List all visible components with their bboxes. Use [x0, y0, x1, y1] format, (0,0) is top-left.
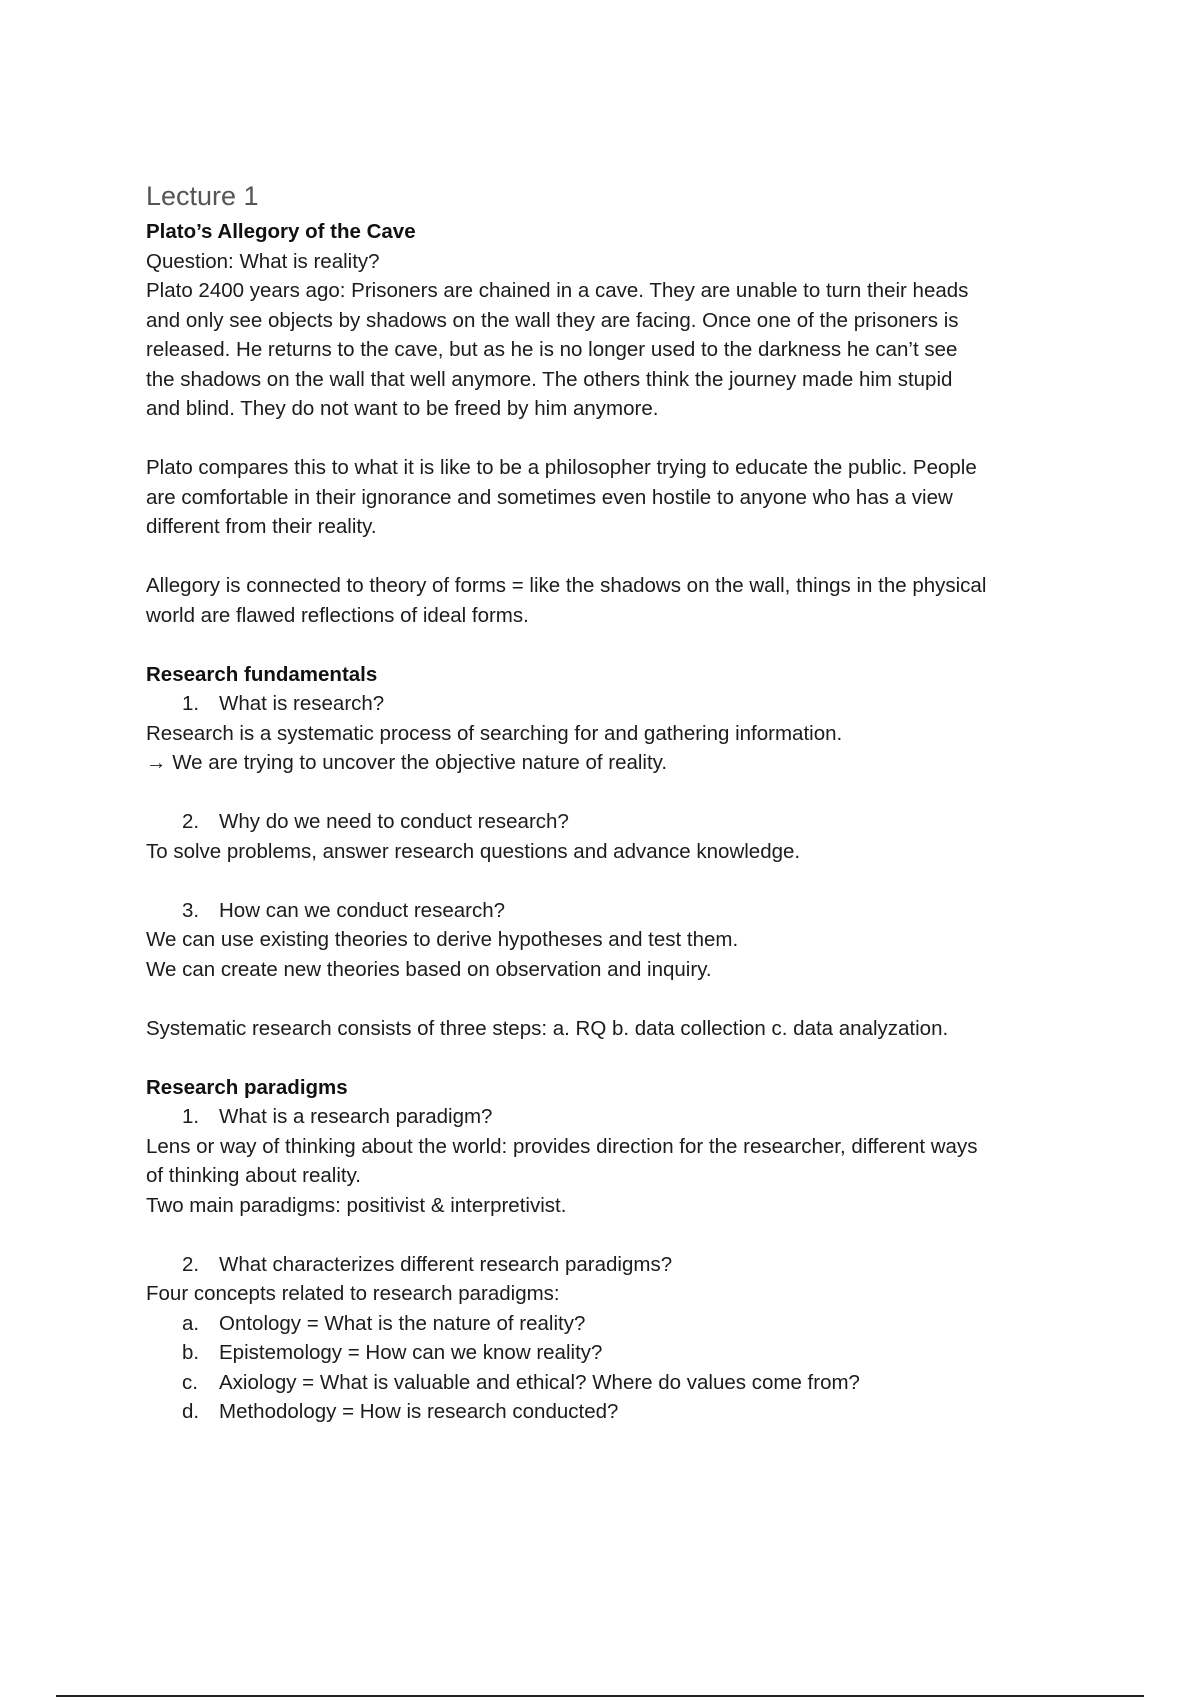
allegory-paragraph-3-line: Allegory is connected to theory of forms = like the shadows on the wall, things in the physical [146, 574, 987, 597]
fundamentals-question-3: How can we conduct research? [219, 898, 506, 922]
fundamentals-heading: Research fundamentals [146, 662, 378, 686]
list-marker: b. [182, 1341, 200, 1364]
list-item [146, 1250, 1066, 1280]
allegory-paragraph-1-line: and only see objects by shadows on the wall they are facing. Once one of the prisoners is [146, 308, 959, 332]
paradigms-question-2: What characterizes different research paradigms? [219, 1252, 673, 1276]
allegory-heading: Plato’s Allegory of the Cave [146, 220, 416, 243]
fundamentals-answer-2: To solve problems, answer research questions and advance knowledge. [146, 839, 801, 863]
list-marker: 1. [182, 1105, 200, 1128]
paradigms-heading: Research paradigms [146, 1075, 348, 1099]
paradigms-answer-1-line: Lens or way of thinking about the world: provides direction for the researcher, different ways [146, 1134, 978, 1158]
concept-item [146, 1397, 1066, 1427]
concept-epistemology: Epistemology = How can we know reality? [219, 1341, 603, 1364]
paradigms-answer-1-extra: Two main paradigms: positivist & interpretivist. [146, 1193, 567, 1217]
paradigms-question-1: What is a research paradigm? [219, 1105, 493, 1128]
spacer [146, 984, 1066, 1014]
list-marker: 1. [182, 692, 200, 715]
concept-methodology: Methodology = How is research conducted? [219, 1400, 619, 1423]
paradigms-answer-2-intro: Four concepts related to research paradigms: [146, 1282, 560, 1305]
spacer [146, 630, 1066, 660]
list-marker: 2. [182, 810, 200, 833]
list-marker: 2. [182, 1252, 200, 1276]
allegory-paragraph-3-line: world are flawed reflections of ideal forms. [146, 603, 529, 627]
fundamentals-question-2: Why do we need to conduct research? [219, 810, 569, 833]
concept-axiology: Axiology = What is valuable and ethical? Where do values come from? [219, 1370, 860, 1394]
document-page [146, 178, 1066, 1427]
allegory-paragraph-1-line: released. He returns to the cave, but as he is no longer used to the darkness he can’t see [146, 338, 958, 361]
fundamentals-answer-3: We can use existing theories to derive hypotheses and test them. [146, 928, 739, 951]
spacer [146, 1220, 1066, 1250]
list-marker: d. [182, 1400, 200, 1423]
spacer [146, 778, 1066, 808]
concept-item [146, 1368, 1066, 1398]
list-marker: 3. [182, 898, 200, 922]
concept-item [146, 1338, 1066, 1368]
allegory-paragraph-2-line: different from their reality. [146, 515, 377, 538]
list-item [146, 689, 1066, 719]
fundamentals-answer-3: We can create new theories based on observation and inquiry. [146, 957, 712, 981]
allegory-paragraph-2-line: Plato compares this to what it is like to be a philosopher trying to educate the public. People [146, 456, 977, 479]
fundamentals-answer-1: Research is a systematic process of searching for and gathering information. [146, 721, 843, 745]
concept-item [146, 1309, 1066, 1339]
spacer [146, 424, 1066, 454]
fundamentals-question-1: What is research? [219, 692, 385, 715]
allegory-paragraph-1-line: the shadows on the wall that well anymore. The others think the journey made him stupid [146, 367, 953, 391]
allegory-paragraph-1-line: Plato 2400 years ago: Prisoners are chained in a cave. They are unable to turn their heads [146, 279, 969, 302]
spacer [146, 1043, 1066, 1073]
allegory-paragraph-1-line: and blind. They do not want to be freed by him anymore. [146, 397, 659, 420]
concept-ontology: Ontology = What is the nature of reality? [219, 1311, 586, 1335]
spacer [146, 866, 1066, 896]
allegory-question: Question: What is reality? [146, 249, 380, 273]
fundamentals-summary: Systematic research consists of three steps: a. RQ b. data collection c. data analyzation. [146, 1016, 949, 1040]
list-marker: a. [182, 1311, 200, 1335]
page-bottom-divider [56, 1695, 1144, 1697]
allegory-paragraph-2-line: are comfortable in their ignorance and sometimes even hostile to anyone who has a view [146, 485, 953, 509]
paradigms-answer-1-line: of thinking about reality. [146, 1164, 361, 1187]
list-marker: c. [182, 1370, 198, 1394]
list-item [146, 896, 1066, 926]
spacer [146, 542, 1066, 572]
list-item [146, 807, 1066, 837]
lecture-title: Lecture 1 [146, 181, 259, 211]
fundamentals-answer-1-arrow: → We are trying to uncover the objective nature of reality. [146, 751, 668, 774]
list-item [146, 1102, 1066, 1132]
